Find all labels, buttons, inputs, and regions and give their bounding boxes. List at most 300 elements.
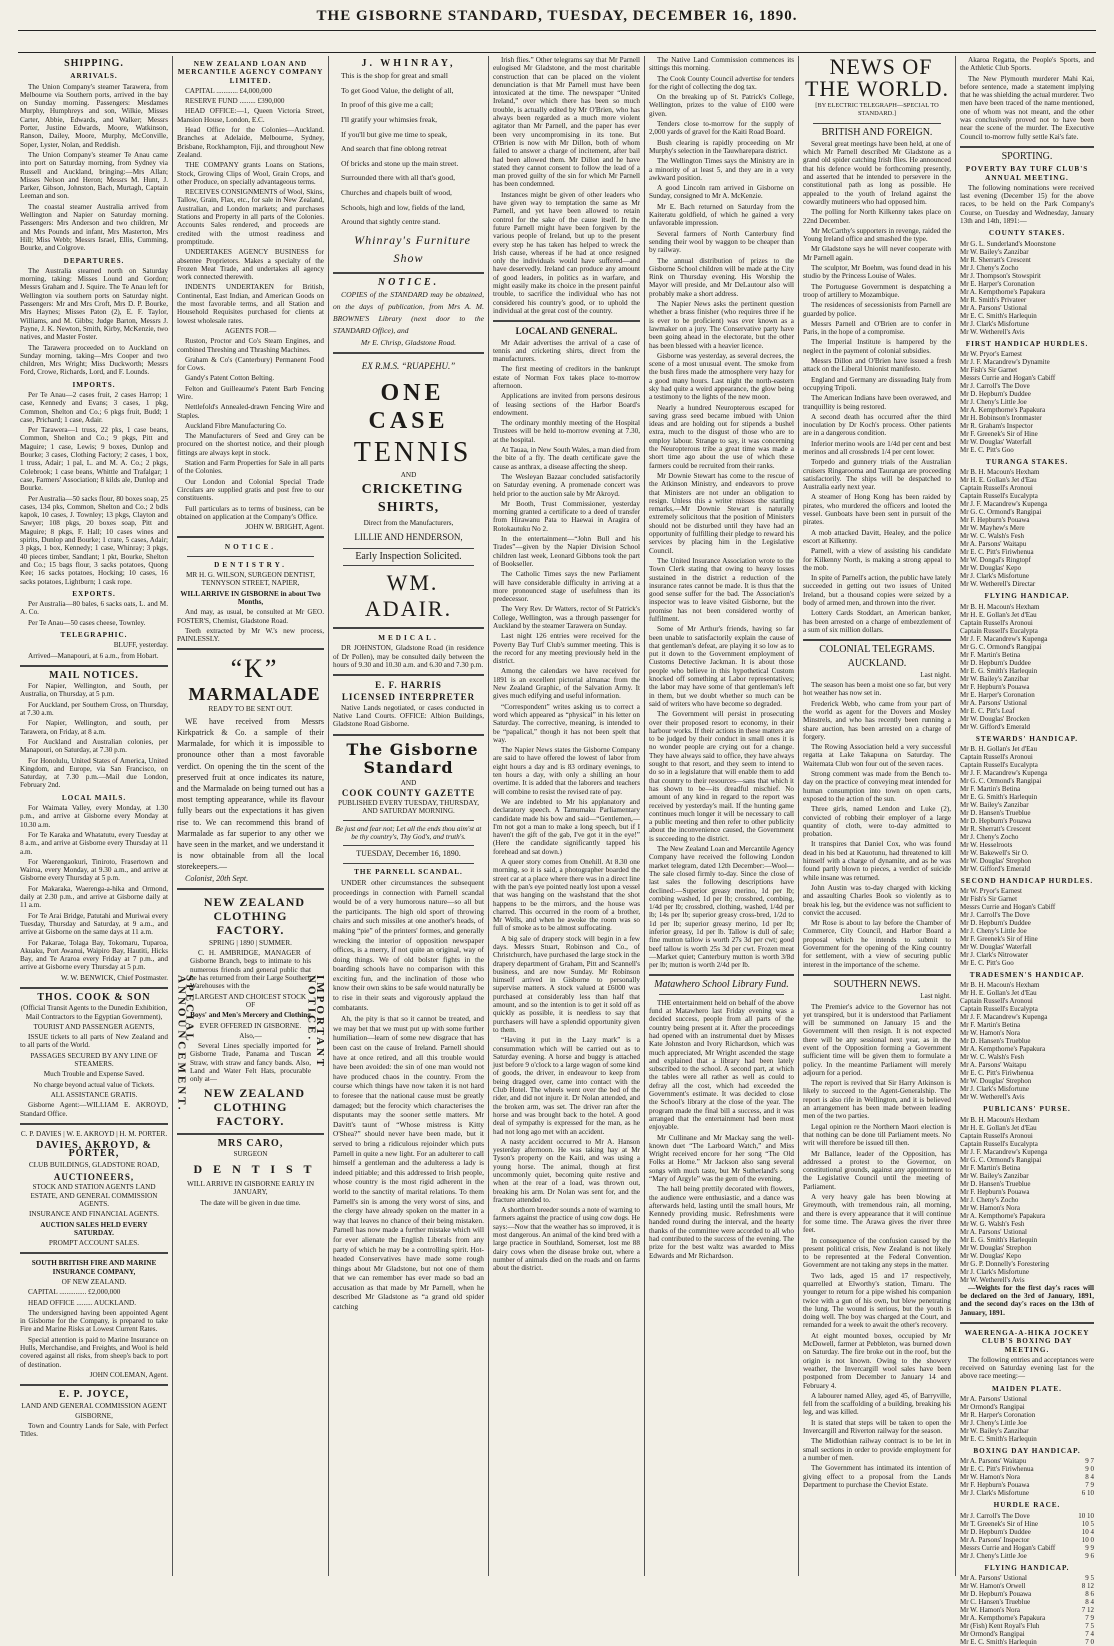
and-text: AND bbox=[400, 470, 417, 479]
entry-weight: 10 0 bbox=[1081, 1535, 1094, 1544]
entry-name: Mr E. Harper's Coronation bbox=[960, 690, 1035, 699]
paragraph: READY TO BE SENT OUT. bbox=[208, 705, 293, 714]
column-separator bbox=[328, 56, 329, 1576]
entry-name: Mr A. Parsons' Ustional bbox=[960, 1573, 1027, 1582]
entry-list bbox=[960, 240, 1094, 336]
paragraph: Parnell, with a view of assisting his candidate for Kilkenny North, is making a strong appeal to the mob. bbox=[803, 547, 951, 572]
paragraph: Full particulars as to terms of business, can be obtained on application at the Company's Office. bbox=[177, 504, 324, 521]
paragraph: STOCK AND STATION AGENTS LAND ESTATE, AND GENERAL COMMISSION AGENTS. bbox=[30, 1183, 158, 1208]
entry-name: Mr J. Cheny's Little Joe bbox=[960, 1418, 1027, 1427]
entry-name: Mr W. Douglas' Kepo bbox=[960, 1251, 1022, 1260]
entry-name: Mr J. Clark's Misfortune bbox=[960, 1489, 1029, 1498]
paragraph: CAPITAL ............... £2,000,000 bbox=[28, 1288, 121, 1297]
entry-row bbox=[960, 406, 1094, 414]
entry-row bbox=[960, 1276, 1094, 1284]
paragraph: WILL ARRIVE IN GISBORNE in about Two Months, bbox=[180, 589, 321, 606]
divider bbox=[20, 987, 168, 989]
paragraph: The Premier's advice to the Governor has not yet transpired, but it is understood that Parliament will be summoned on January 15 and the Government will then resign. It is not expected there will be any sessional next year, as in the event of the Opposition forming a Government sufficient time will be given them to formulate a policy. In the meantime Parliament will merely adjourn for a period. bbox=[803, 1002, 951, 1077]
paragraph: Mr Booth, Trust Commissioner, yesterday morning granted a certificate to a deed of transfer from Hirawanu Pata to Haewai in Aragira of Rotokautuku No 2. bbox=[493, 499, 640, 533]
entry-name: Mr H. E. Gollan's Jet d'Eau bbox=[960, 1123, 1037, 1132]
race-heading: FIRST HANDICAP HURDLES. bbox=[965, 339, 1089, 348]
divider bbox=[20, 1123, 168, 1125]
paragraph: It transpires that Daniel Cox, who was found dead in his bed at Kauotunu, had threatened to kill himself with a charge of dynamite, and as he was found partly blown to pieces, a verdict of suicide while insane was returned. bbox=[803, 840, 951, 882]
entry-row bbox=[960, 635, 1094, 643]
entry-row bbox=[960, 769, 1094, 777]
entry-name: Mr B. H. Macoun's Hexham bbox=[960, 1115, 1040, 1124]
entry-name: Mr W. Douglas' Kepo bbox=[960, 564, 1022, 573]
entry-name: Mr J. F. Macandrew's Dynamite bbox=[960, 357, 1050, 366]
column-7 bbox=[960, 56, 1094, 1646]
verse-line: In proof of this give me a call; bbox=[341, 100, 434, 110]
paragraph: For Napier, Wellington, and South, per Australia, on Thursday, at 5 p.m. bbox=[20, 682, 168, 699]
divider bbox=[649, 974, 794, 976]
column-separator bbox=[798, 56, 799, 1576]
local-mails-heading: LOCAL MAILS. bbox=[61, 793, 127, 802]
davies-heading: DAVIES, AKROYD, & PORTER, bbox=[36, 1140, 152, 1160]
entry-row bbox=[960, 1212, 1094, 1220]
entry-row bbox=[960, 1029, 1094, 1037]
paragraph: Three girls, named Lendon and Luke (2), convicted of robbing their employer of a large quantity of cloth, were to-day admitted to probation. bbox=[803, 805, 951, 839]
entry-row bbox=[960, 691, 1094, 699]
medical-heading: MEDICAL. bbox=[378, 633, 439, 642]
divider bbox=[343, 820, 474, 821]
entry-name: Mr W. Hamon's Nora bbox=[960, 1203, 1020, 1212]
divider bbox=[177, 648, 324, 650]
paragraph: INDENTS UNDERTAKEN for British, Continental, East Indian, and American Goods on the most favorable terms, and all Station and Household Requisites purchased for clients at lowest wholesale rates. bbox=[177, 283, 324, 325]
paragraph: The Government will persist in prosecuting over their proposed resort to economy, in their harbour works. If their actions in these matters are to be judged by their conduct in small ones it is no wonder people are crying out for a change. They have always said to office, they have always sought to that resort, and they seem to intend to do so in a legislature that will enable them to add that country to their resources—sans that which it has shown to be—its dreadful mischief. No amount of any kind in regard to the report was received by yesterday's mail. If the hunting game continues much longer it will be necessary to call a public meeting and then refer to other publicity about the inconvenience caused, the Government is succeeding to the district. bbox=[649, 710, 794, 843]
entry-row bbox=[960, 1512, 1094, 1520]
entry-name: Mr W. C. Walsh's Fesh bbox=[960, 532, 1024, 541]
entry-name: Mr G. C. Ormond's Rangipai bbox=[960, 1155, 1042, 1164]
masthead-title: THE GISBORNE STANDARD, TUESDAY, DECEMBER 16, 1890. bbox=[316, 8, 798, 24]
entry-row bbox=[960, 1606, 1094, 1614]
entry-name: Mr E. C. Pitt's Goo bbox=[960, 959, 1014, 968]
entry-row bbox=[960, 651, 1094, 659]
shipping-heading: SHIPPING. bbox=[64, 58, 124, 69]
entry-name: Mr W. Mayhew's Mere bbox=[960, 524, 1025, 533]
verse-line: Surrounded there with all that's good, bbox=[341, 173, 455, 183]
race-heading: PUBLICANS' PURSE. bbox=[983, 1105, 1071, 1114]
entry-row bbox=[960, 715, 1094, 723]
entry-row bbox=[960, 564, 1094, 572]
paragraph: For Te Arai Bridge, Patutahi and Muriwai every Tuesday, Thursday and Saturday, at 9 a.m., and arrive at Gisborne on the same days at 11 a.m. bbox=[20, 911, 168, 937]
paragraph: The Wesleyan Bazaar concluded satisfactorily on Saturday evening. A promenade concert was held prior to the auction sale by Mr Akroyd. bbox=[493, 472, 640, 498]
entry-name: Messrs Currie and Hogan's Cabiff bbox=[960, 373, 1056, 382]
paragraph: The coastal steamer Australia arrived from Wellington and Napier on Saturday morning. Passengers: Mrs Anderson and two children, Mr and Mrs Pounds and infant, Mrs Masterton, Mrs Hill; Miss Webb; Messrs Israel, Ellis, Cumming, Bourke, and Colgrove. bbox=[20, 202, 168, 253]
entry-row bbox=[960, 707, 1094, 715]
paragraph: A queer story comes from Onehill. At 8.30 one morning, so it is said, a photographer boarded the street car at a place where there was in a direct line with the pan's eye pointed neatly lost upon a vessel that was hanging on the washstand that the shot happens to be the mirrors, and the house was charred. This occurred in the room of a brother, Mr Wells, and when he awoke the room was so full of smoke as to be almost suffocating. bbox=[493, 858, 640, 933]
entry-name: Mr Ormond's Rangipai bbox=[960, 1629, 1025, 1638]
paragraph: Per Tarawera—1 truss, 22 pks, 1 case beans, Common, Shelton and Co.; 9 pkgs, Pitt and Maguire; 1 case, Lewis; 9 boxes, Dunlop and Bourke; 3 cases, Clothing Factory; 2 cases, 1 box, 1 truss, Adair; 1 pal, L. and M. A. Co.; 2 pkgs, Colebrook; 1 case beans, Whittle and Trafalgar; 1 case, Farmers' Association; 8 kilds ale, Dunlop and Bourke. bbox=[20, 426, 168, 493]
cricketing-heading: CRICKETING SHIRTS, bbox=[361, 482, 464, 516]
entry-weight: 10 5 bbox=[1081, 1519, 1094, 1528]
entry-name: Mr E. G. Smith's Harlequin bbox=[960, 666, 1038, 675]
wh-heading: WAERENGA-A-HIKA JOCKEY CLUB'S BOXING DAY MEETING. bbox=[964, 1328, 1090, 1354]
paragraph: A nasty accident occurred to Mr A. Hanson yesterday afternoon. He was taking hay at Mr Tyson's property on the Kaiti, and was using a young horse. The animal, though at first uncommonly quiet, becoming quite restive and when at the rear of a load, was thrown out, breaking his arm. Dr Nolan was sent for, and the fracture attended to. bbox=[493, 1137, 640, 1204]
caro-heading: MRS CARO, bbox=[217, 1137, 284, 1149]
entry-name: Mr W. Bailey's Zanzibar bbox=[960, 247, 1029, 256]
entry-row bbox=[960, 761, 1094, 769]
paragraph: LARGEST AND CHOICEST STOCK OF bbox=[194, 992, 307, 1009]
entry-name: Mr D. Hepburn's Duddee bbox=[960, 658, 1031, 667]
paragraph: C. H. AMBRIDGE, MANAGER of Gisborne Branch, begs to intimate to his numerous friends and general public that he has returned from their Large Southern Warehouses with the bbox=[190, 949, 311, 991]
entry-row bbox=[960, 801, 1094, 809]
entry-row bbox=[960, 943, 1094, 951]
entry-row bbox=[960, 358, 1094, 366]
entry-name: Mr W. Hamon's Nora bbox=[960, 1473, 1020, 1482]
paragraph: The Catholic Times says the new Parliament will have considerable difficulty in arriving at a more pronounced stage of usefulness than its predecessor. bbox=[493, 570, 640, 604]
paragraph: Lottery Cards Stoddart, an American banker, has been arrested on a charge of embezzlement of a sum of six million dollars. bbox=[803, 609, 951, 634]
one-case-heading: ONE CASE bbox=[368, 379, 449, 434]
issue-date: TUESDAY, December 16, 1890. bbox=[356, 849, 461, 859]
paragraph: Per Te Anau—50 cases cheese, Townley. bbox=[28, 618, 146, 627]
adair-heading: WM. ADAIR. bbox=[364, 569, 453, 621]
entry-name: Mr B. H. Macoun's Hexham bbox=[960, 981, 1040, 990]
entry-row bbox=[960, 1148, 1094, 1156]
race-heading: STEWARDS' HANDICAP. bbox=[975, 734, 1079, 743]
entry-name: Captain Russell's Aronoui bbox=[960, 752, 1033, 761]
entry-name: Captain Russell's Eucalypta bbox=[960, 760, 1038, 769]
entry-row bbox=[960, 580, 1094, 588]
entry-name: Mr Fish's Sir Garnet bbox=[960, 895, 1018, 904]
citation: Colonist, 20th Sept. bbox=[185, 873, 249, 883]
signature: JOHN COLEMAN, Agent. bbox=[89, 1370, 168, 1379]
entry-row bbox=[960, 1013, 1094, 1021]
entry-list bbox=[960, 1512, 1094, 1560]
entry-weight: 7 0 bbox=[1085, 1637, 1094, 1646]
verse-line: Of bricks and stone up the main street. bbox=[341, 158, 459, 168]
sporting-heading: SPORTING. bbox=[1001, 150, 1053, 162]
entry-row bbox=[960, 1481, 1094, 1489]
paragraph: CLUB BUILDINGS, GLADSTONE ROAD, bbox=[28, 1160, 160, 1169]
entry-name: Mr W. Douglas' Waterfall bbox=[960, 943, 1032, 952]
entry-name: Mr W. Wetherell's Avis bbox=[960, 327, 1025, 336]
entry-name: Mr J. Cheny's Little Joe bbox=[960, 397, 1027, 406]
column-separator bbox=[644, 56, 645, 1576]
entry-name: Mr W. Dongal's Ringtopf bbox=[960, 556, 1031, 565]
entry-row bbox=[960, 667, 1094, 675]
entry-row bbox=[960, 1268, 1094, 1276]
entry-row bbox=[960, 903, 1094, 911]
entry-name: Mr (Fish) Kent Royal's Fluh bbox=[960, 1621, 1040, 1630]
entry-row bbox=[960, 1598, 1094, 1606]
ex-rms: EX R.M.S. “RUAPEHU.” bbox=[361, 361, 456, 372]
entry-row bbox=[960, 1411, 1094, 1419]
entry-name: Mr W. Pryor's Earnest bbox=[960, 349, 1022, 358]
entry-row bbox=[960, 841, 1094, 849]
paragraph: Mr McCarthy's supporters in revenge, raided the Young Ireland office and smashed the type. bbox=[803, 226, 951, 244]
entry-row bbox=[960, 248, 1094, 256]
local-general-heading: LOCAL AND GENERAL. bbox=[515, 326, 618, 337]
divider bbox=[343, 863, 474, 864]
divider bbox=[333, 627, 484, 629]
paragraph: RESERVE FUND ......... £390,000 bbox=[185, 97, 285, 106]
entry-name: Mr J. Clark's Misfortune bbox=[960, 1267, 1029, 1276]
entry-row bbox=[960, 398, 1094, 406]
entry-name: Mr J. Thompson's Stowspirit bbox=[960, 271, 1041, 280]
paragraph: Gisborne Agent:—WILLIAM E. AKROYD, Standard Office. bbox=[20, 1101, 168, 1118]
paragraph: TOURIST AND PASSENGER AGENTS, bbox=[33, 1022, 155, 1031]
entry-row bbox=[960, 374, 1094, 382]
entry-row bbox=[960, 240, 1094, 248]
entry-name: Mr J. Carroll's The Dove bbox=[960, 911, 1030, 920]
entry-row bbox=[960, 1005, 1094, 1013]
entry-row bbox=[960, 895, 1094, 903]
verse-line: And search that fine oblong retreat bbox=[341, 144, 447, 154]
entry-row bbox=[960, 476, 1094, 484]
entry-row bbox=[960, 1156, 1094, 1164]
entry-name: Mr J. Clark's Misfortune bbox=[960, 319, 1029, 328]
paragraph: The Imperial Institute is hampered by the neglect in the payment of colonial subsidies. bbox=[803, 338, 951, 355]
entry-name: Mr W. C. Walsh's Fesh bbox=[960, 1053, 1024, 1062]
pbtc-heading: POVERTY BAY TURF CLUB'S ANNUAL MEETING. bbox=[965, 165, 1089, 182]
paragraph: Last night 126 entries were received for the Poverty Bay Turf Club's summer meeting. This is the record for any meeting previously held in the district. bbox=[493, 632, 640, 666]
entry-name: Mr W. Bakewell's Sir O. bbox=[960, 848, 1029, 857]
column-separator bbox=[488, 56, 489, 1576]
masthead-rule bbox=[18, 30, 1096, 31]
entry-row bbox=[960, 280, 1094, 288]
paragraph: Gisborne was yesterday, as several decrees, the scene of a most unusual event. The smoke from the bush fires made the atmosphere very hazy for a good many hours. Last night the north-eastern sky had quite a weird appearance, the glow being a testimony to the lights of the new moon. bbox=[649, 351, 794, 402]
entry-name: Mr R. Graham's Inspector bbox=[960, 421, 1033, 430]
entry-row bbox=[960, 1590, 1094, 1598]
paragraph: A labourer named Alley, aged 45, of Barryville, fell from the scaffolding of a building, breaking his leg, and was killed. bbox=[803, 1391, 951, 1417]
paragraph: (Official Transit Agents to the Dunedin Exhibition, Mail Contractors to the Egyptian Government), bbox=[20, 1004, 168, 1021]
entry-row bbox=[960, 414, 1094, 422]
british-foreign-heading: BRITISH AND FOREIGN. bbox=[821, 126, 933, 138]
divider bbox=[343, 548, 474, 549]
entry-weight: 6 10 bbox=[1081, 1489, 1094, 1498]
telegraph-credit: [BY ELECTRIC TELEGRAPH—SPECIAL TO STANDARD.] bbox=[815, 102, 939, 118]
entry-list bbox=[960, 1574, 1094, 1646]
paragraph: Special attention is paid to Marine Insurance on Hulls, Merchandise, and Freights, and Wool is held covered against all risks, from sheep's back to port of destination. bbox=[20, 1335, 168, 1369]
entry-name: Mr A. Parsons' Inspector bbox=[960, 1535, 1030, 1544]
paragraph: In the entertainment—“John Bull and his Trades”—given by the Napier Division School children last week, Leonard Gibbons took the part of Bookseller. bbox=[493, 535, 640, 568]
paragraph: The Tarawera proceeded on to Auckland on Sunday morning, taking—Mrs Cooper and two children, Mrs Wright; Miss Duckworth; Messrs Ford, Crowe, Richards, Lord, and F. Lounds. bbox=[20, 343, 168, 377]
divider bbox=[493, 320, 640, 322]
paragraph: LILLIE AND HENDERSON, bbox=[354, 532, 463, 543]
entry-name: Mr R. Smith's Privateer bbox=[960, 295, 1027, 304]
parnell-heading: THE PARNELL SCANDAL. bbox=[354, 867, 463, 876]
paragraph: No charge beyond actual value of Tickets. bbox=[33, 1080, 155, 1089]
entry-name: Mr F. Greenek's Sir of Hine bbox=[960, 429, 1038, 438]
paragraph: Also,— bbox=[239, 1031, 262, 1040]
paragraph: Head Office for the Colonies—Auckland. Branches at Adelaide, Melbourne, Sydney, Brisbane, Rockhampton, Fiji, and throughout New Zealand. bbox=[177, 126, 324, 159]
entry-name: Mr F. Martin's Betina bbox=[960, 1163, 1021, 1172]
paragraph: The Government has intimated its intention of giving effect to a proposal from the Lands Department to purchase the Cheviot Estate. bbox=[803, 1464, 951, 1489]
side-banner-right: IMPORTANT NOTICE. bbox=[305, 974, 326, 1070]
verse-line: Schools, high and low, fields of the land, bbox=[341, 202, 465, 212]
notice-heading: NOTICE. bbox=[377, 276, 440, 288]
divider bbox=[659, 994, 784, 995]
entry-name: Mr A. Parsons' Ustional bbox=[960, 303, 1027, 312]
arrivals-heading: ARRIVALS. bbox=[70, 72, 118, 81]
entry-weight: 7 9 bbox=[1085, 1613, 1094, 1622]
entry-row bbox=[960, 350, 1094, 358]
entry-name: Mr J. F. Macandrew's Kupenga bbox=[960, 634, 1048, 643]
paragraph: WILL ARRIVE IN GISBORNE EARLY IN JANUARY, bbox=[186, 1180, 315, 1197]
entry-row bbox=[960, 572, 1094, 580]
paragraph: Ah, the pity is that so it cannot be treated, and we may bet that we must put up with some further humiliation—learn of some new disgrace that has been cast on the cause of Ireland. Parnell should have at once retired, and all this trouble would have been avoided: the sin of one man would not have produced chaos in the country. From the course which things have now taken it is not hard to foresee that the national cause must be greatly damaged; but the ferocity which characterises the disputants may the sooner settle matters. Mr Davitt's taunt of “Whose mistress is Kitty O'Shea?” should never have been made, but it served to bring a ridiculous rejoinder which puts Parnell in quite a new light. For an adulterer to call himself a gentleman and the adulteress a lady is indeed pitiable; and this addressed to Irish people, whose country is the most rigid adherent in the world to the sanctity of marital relations. To them Parnell's sin is among the very worst of sins, and the clergy have already spoken on the matter in a way that leaves no chance of their being mistaken. Parnell has now made a further mistake which will for ever alienate the English Liberals from any party of which he may be a controlling spirit. Hot-headed Conservatives have made some rough things about Mr Gladstone, but not one of them that we can remember has ever made so bad an accusation as that made by Mr Parnell, when he described Mr Gladstone as “a grand old spider catching bbox=[333, 1014, 484, 1312]
entry-row bbox=[960, 793, 1094, 801]
entry-name: Mr F. Hepburn's Pouawa bbox=[960, 516, 1030, 525]
paragraph: Per Australia—50 sacks flour, 80 boxes soap, 25 cases, 134 pks, Common, Shelton and Co.; 2 bdls kapok, 10 cases, J. Townley; 13 pkgs, Clayton and Sawyer; 108 pkgs, 20 boxes soap, Pitt and Maguire; 8 pkgs, F. Hall; 10 cases wines and spirits, Dunlop and Bourke; 1 crate, 5 cases, Adair; 3 pkgs, 1 box, Kennedy; 1 case, Whinray; 3 pkgs, 40 pieces timber, Sandlant; 1 pkt, Bourke, Shelton and Co.; 15 bags flour, 3 sacks potatoes, Quong Kee; 16 sacks potatoes, Hocking; 10 cases, 16 sacks potatoes, Lightburn; 1 cask rope. bbox=[20, 494, 168, 586]
entry-name: Mr W. Douglas' Strephon bbox=[960, 856, 1032, 865]
entry-row bbox=[960, 1520, 1094, 1528]
paragraph: A big sale of drapery stock will begin in a few days. Messrs Stuart, Robinson and Co., of Christchurch, have purchased the large stock in the drapery department of Graham, Pitt and Scannell's business, and are now Sunday. Mr Robinson himself arrived in Gisborne to personally supervise matters. A stock valued at £6000 was purchased at considerably less than half that amount, and so the intention is to get it sold off as quickly as possible, it is needless to say that purchasers will have a splendid opportunity given to them. bbox=[493, 934, 640, 1034]
verse-line: Around that sightly centre stand. bbox=[341, 217, 441, 227]
imports-heading: IMPORTS. bbox=[72, 380, 116, 389]
entry-weight: 9 9 bbox=[1085, 1543, 1094, 1552]
entry-name: Mr W. Bailey's Zanzibar bbox=[960, 1171, 1029, 1180]
entry-name: Captain Russell's Eucalypta bbox=[960, 1005, 1038, 1014]
divider bbox=[187, 556, 314, 557]
paragraph: THE COMPANY grants Loans on Stations, Stock, Growing Clips of Wool, Grain Crops, and other Produce, on specially advantageous terms. bbox=[177, 161, 324, 186]
race-heading: MAIDEN PLATE. bbox=[992, 1384, 1062, 1393]
entry-name: Mr W. Bailey's Zanzibar bbox=[960, 1426, 1029, 1435]
paragraph: The Portuguese Government is despatching a troop of artillery to Mozambique. bbox=[803, 282, 951, 299]
entry-name: Mr R. Sherratt's Crescent bbox=[960, 255, 1031, 264]
entry-name: Mr E. C. Pitt's Leaf bbox=[960, 706, 1015, 715]
entry-row bbox=[960, 683, 1094, 691]
entry-name: Mr F. Hepburn's Pouawa bbox=[960, 1481, 1030, 1490]
joyce-heading: E. P. JOYCE, bbox=[58, 1389, 130, 1401]
entry-name: Mr J. Cheny's Little Joe bbox=[960, 1551, 1027, 1560]
paragraph: Town and Country Lands for Sale, with Perfect Titles. bbox=[20, 1422, 168, 1439]
entry-row bbox=[960, 1077, 1094, 1085]
dateline: Last night. bbox=[920, 992, 951, 1001]
paragraph: Native Lands negotiated, or cases conducted in Native Land Courts. OFFICE: Albion Buildings, Gladstone Road Gisborne. bbox=[333, 703, 484, 729]
paragraph: “Correspondent” writes asking us to correct a word which appeared as “physical” in his letter on Saturday. The corrective, meaning, is intended to be “papalical,” though it has not been spelt that way. bbox=[493, 702, 640, 744]
entry-row bbox=[960, 1164, 1094, 1172]
entry-list bbox=[960, 745, 1094, 873]
entry-row bbox=[960, 723, 1094, 731]
entry-row bbox=[960, 785, 1094, 793]
paragraph: Ruston, Proctor and Co's Steam Engines, and combined Threshing and Thrashing Machines. bbox=[177, 337, 324, 354]
paragraph: Mr E. Chrisp, Gladstone Road. bbox=[360, 338, 457, 348]
entry-row bbox=[960, 1630, 1094, 1638]
telegraphic-heading: TELEGRAPHIC. bbox=[60, 631, 128, 639]
entry-weight: 9 6 bbox=[1085, 1551, 1094, 1560]
entry-row bbox=[960, 1489, 1094, 1497]
paragraph: The Napier News asks the pertinent question whether a brass finisher (who requires three if he is ever to be proficient) was ever known as a lawmaker on a jury. The Conservative party have been going ahead in the electorate, but the other has been blessed with a heavier licence. bbox=[649, 300, 794, 350]
divider bbox=[177, 888, 324, 890]
entry-row bbox=[960, 809, 1094, 817]
paragraph: AUCTION SALES HELD EVERY SATURDAY. bbox=[40, 1220, 148, 1237]
entry-row bbox=[960, 989, 1094, 997]
entry-name: Mr F. Martin's Betina bbox=[960, 784, 1021, 793]
entry-row bbox=[960, 1124, 1094, 1132]
paragraph: Among the calendars we have received for 1891 is an excellent pictorial almanac from the New Zealand Graphic, of the Salvation Army. It gives much edifying and useful information. bbox=[493, 667, 640, 701]
entry-name: Mr B. H. Gollan's Jet d'Eau bbox=[960, 744, 1037, 753]
paragraph: Mr E. Bach returned on Saturday from the Kaiteratu goldfield, of which he gained a very unfavorable impression. bbox=[649, 202, 794, 228]
entry-name: Mr F. Hepburn's Pouawa bbox=[960, 682, 1030, 691]
paragraph: For Auckland, per Southern Cross, on Thursday, at 7.30 a.m. bbox=[20, 700, 168, 718]
paragraph: The ordinary monthly meeting of the Hospital Trustees will be held to-morrow evening at 7.30, at the hospital. bbox=[493, 419, 640, 444]
entry-name: Mr W. Hamon's Orwell bbox=[960, 1581, 1026, 1590]
paragraph: Some of Mr Arthur's friends, having so far been unable to satisfactorily explain the cause of that gentleman's defeat, are playing it so low as to put it down to the Government employment of Customs Detective Jackman. It is about those people who believe in this hypothetical Custom knocked off something at Labor representatives; the labor may have some of that gentleman's left in them, but we doubt whether so much can be said of writers who have become so degraded. bbox=[649, 625, 794, 708]
paragraph: UNDER other circumstances the subsequent proceedings in connection with Parnell scandal would be of a very humorous nature—so all but the participants. The high old sport of throwing chairs and such missiles at one another's heads, of making “pie” of the printers' formes, and generally wrecking the interior of opposition newspaper offices, is a merry, if not quite an original, way of doing things. We of old bolster fights in the boarding schools have no comparison with this exciting fun, and the inclination of those who know their own skins to be safe would naturally be to rise in their seats and vigorously applaud the combatants. bbox=[333, 877, 484, 1012]
paragraph: EVER OFFERED IN GISBORNE. bbox=[199, 1021, 302, 1030]
entry-name: Mr A. Kempthorne's Papakura bbox=[960, 1045, 1046, 1054]
paragraph: Legal opinion re the Northern Maori election is that nothing can be done till Parliament meets. No writ will therefore be issued till then. bbox=[803, 1122, 951, 1148]
divider bbox=[333, 674, 484, 676]
entry-row bbox=[960, 320, 1094, 328]
entry-row bbox=[960, 1196, 1094, 1204]
paragraph: We are indebted to Mr his applanatory and declaratory speech. A Tamumaku Parliamentary candidate made his bow and said—“Gentlemen,—I'm not got a man to make a long speech, but if I haven't the gift of the gab, I've got it in the eye!” (Here the candidate significantly tapped his forehead and sat down.) bbox=[493, 797, 640, 856]
entry-row bbox=[960, 304, 1094, 312]
entry-name: Mr W. Douglas' Waterfall bbox=[960, 437, 1032, 446]
paragraph: For Waerengaokuri, Tiniroto, Frasertown and Wairoa, every Monday, at 9.30 a.m., and arrive at Gisborne every Thursday at 5 p.m. bbox=[20, 857, 168, 883]
paragraph: ALL ASSISTANCE GRATIS. bbox=[50, 1090, 138, 1099]
matawhero-heading: Matawhero School Library Fund. bbox=[654, 979, 789, 991]
entry-name: Mr W. Pryor's Earnest bbox=[960, 887, 1022, 896]
entry-row bbox=[960, 1552, 1094, 1560]
entry-name: Mr E. C. Smith's Harlequin bbox=[960, 311, 1037, 320]
auctioneers-heading: AUCTIONEERS, bbox=[53, 1172, 135, 1183]
entry-row bbox=[960, 675, 1094, 683]
entry-row bbox=[960, 1204, 1094, 1212]
entry-name: Captain Russell's Aronoui bbox=[960, 997, 1033, 1006]
paragraph: Nearly a hundred Neuropterous escaped for saving grass seed became imbued with Union ideas and are holding out for stipends a bushel extra, much to the disgust of those who are to employ labour. Strange to say, it was concerning the Neuropterous tribe a great time was made a short time ago about the use of which these farmers could be recruited from their ranks. bbox=[649, 403, 794, 470]
entry-name: Mr W. Bailey's Zanzibar bbox=[960, 800, 1029, 809]
entry-name: Mr E. C. Pitt's Firiwhenua bbox=[960, 548, 1034, 557]
paragraph: SURGEON bbox=[233, 1149, 268, 1158]
entry-weight: 7 4 bbox=[1085, 1629, 1094, 1638]
entry-name: Mr F. Greenek's Sir of Hine bbox=[960, 935, 1038, 944]
column-4 bbox=[493, 56, 640, 1578]
paragraph: Mr Adair advertises the arrival of a case of tennis and cricketing shirts, direct from the manufacturers. bbox=[493, 338, 640, 364]
harris-heading: E. F. HARRIS bbox=[375, 680, 442, 691]
entry-name: Mr J. Cheny's Little Joe bbox=[960, 927, 1027, 936]
entry-name: Mr D. Hansen's Trueblue bbox=[960, 1179, 1031, 1188]
entry-row bbox=[960, 548, 1094, 556]
entry-name: Mr F. Martin's Betina bbox=[960, 650, 1021, 659]
paragraph: England and Germany are dissuading Italy from occupying Tripoli. bbox=[803, 375, 951, 392]
paragraph: A good Lincoln ram arrived in Gisborne on Sunday, consigned to Mr A. McKenzie. bbox=[649, 184, 794, 201]
standard-title: The Gisborne Standard bbox=[346, 739, 479, 777]
paragraph: The annual distribution of prizes to the Gisborne School children will be made at the City Rink on Thursday evening. His Worship the Mayor will preside, and Mr DeLautour also will probably make a short address. bbox=[649, 256, 794, 298]
paragraph: It is stated that steps will be taken to open the Invercargill and Riverton railway for the season. bbox=[803, 1418, 951, 1436]
entry-name: Mr H. E. Gollan's Jet d'Eau bbox=[960, 476, 1037, 485]
paragraph: ISSUE tickets to all parts of New Zealand and to all parts of the World. bbox=[20, 1033, 168, 1050]
paragraph: PASSAGES SECURED BY ANY LINE OF STEAMERS. bbox=[30, 1051, 158, 1069]
paragraph: The American Indians have been overawed, and tranquillity is being restored. bbox=[803, 394, 951, 411]
entry-name: Mr F. Martin's Betina bbox=[960, 1021, 1021, 1030]
entry-row bbox=[960, 1252, 1094, 1260]
entry-row bbox=[960, 1260, 1094, 1268]
entry-name: Mr D. Hepburn's Pouawa bbox=[960, 816, 1032, 825]
entry-weight: 8 4 bbox=[1085, 1473, 1094, 1482]
entry-list bbox=[960, 1116, 1094, 1284]
clothing-factory-ad bbox=[177, 895, 324, 1128]
divider bbox=[813, 123, 941, 124]
paragraph: The Rowing Association held a very successful regatta at Lake Takapuna on Saturday. The Waitemata Club won four out of the seven races. bbox=[803, 743, 951, 768]
news-world-heading: NEWS OF THE WORLD. bbox=[804, 54, 950, 101]
divider bbox=[960, 146, 1094, 148]
paragraph: Nettlefold's Annealed-drawn Fencing Wire and Staples. bbox=[177, 403, 324, 420]
entry-name: Mr H. Bobinson's Ironmaster bbox=[960, 413, 1042, 422]
paragraph: Mr Rose is about to lay before the Chamber of Commerce, City Council, and Harbor Board a proposal which he intends to submit to Government for the opening of the King country for settlement, with a view of securing public interest in the importance of the scheme. bbox=[803, 919, 951, 969]
paragraph: The Midlothian railway contract is to be let in small sections in order to provide employment for a number of men. bbox=[803, 1437, 951, 1462]
entry-row bbox=[960, 603, 1094, 611]
entry-name: Mr A. Kempthorne's Papakura bbox=[960, 405, 1046, 414]
entry-row bbox=[960, 1574, 1094, 1582]
entry-name: Mr E. C. Pitt's Firiwhenua bbox=[960, 1069, 1034, 1078]
entry-name: Mr A. Parsons' Ustional bbox=[960, 1394, 1027, 1403]
entry-name: Mr D. Hepburn's Duddee bbox=[960, 919, 1031, 928]
entry-row bbox=[960, 825, 1094, 833]
column-1 bbox=[20, 56, 168, 1578]
